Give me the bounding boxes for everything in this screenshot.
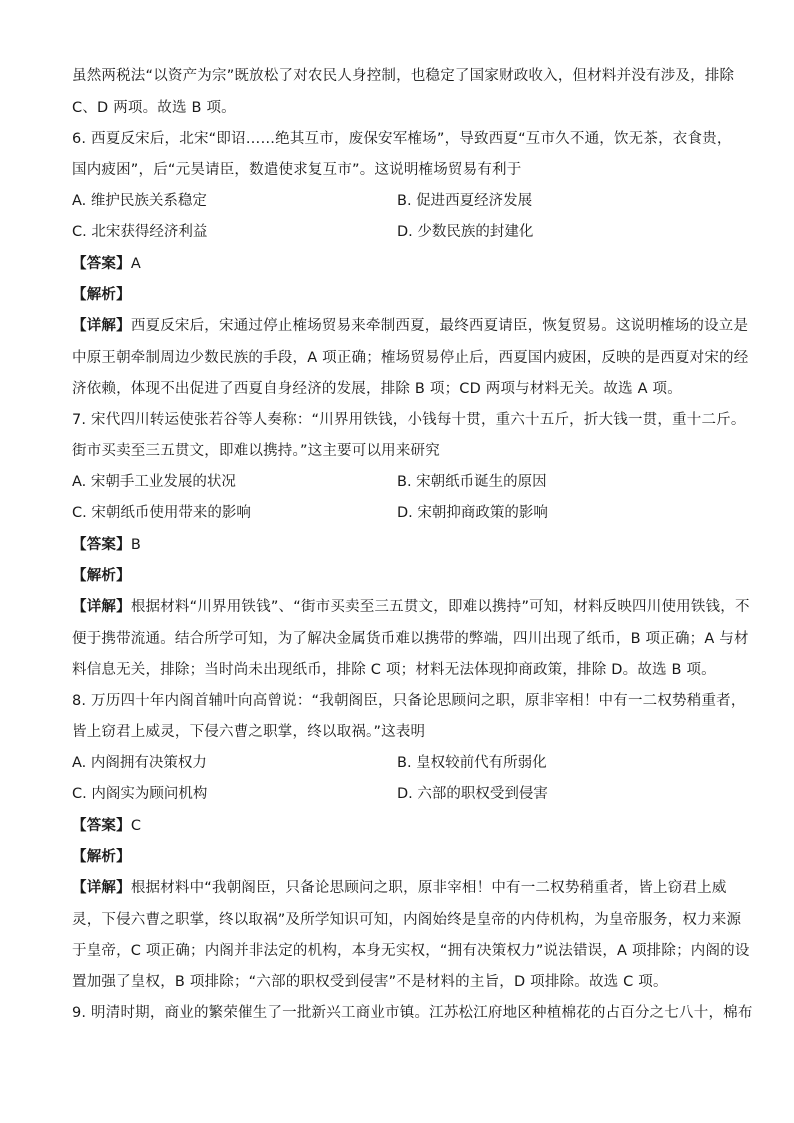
q7-detail-line-1: 【详解】根据材料“川界用铁钱”、“街市买卖至三五贯文，即难以携持”可知，材料反映四川使用铁钱，不 <box>72 599 750 615</box>
q8-stem-line-1: 8. 万历四十年内阁首辅叶向高曾说：“我朝阁臣，只备论思顾问之职，原非宰相！中有一二权势稍重者， <box>72 693 746 709</box>
q6-stem-line-2: 国内疲困”，后“元昊请臣，数遣使求复互市”。这说明榷场贸易有利于 <box>72 162 522 178</box>
q9-stem-line-1: 9. 明清时期，商业的繁荣催生了一批新兴工商业市镇。江苏松江府地区种植棉花的占百分之七八十，棉布 <box>72 1005 753 1021</box>
q8-detail-line-2: 灵，下侵六曹之职掌，终以取祸”及所学知识可知，内阁始终是皇帝的内侍机构，为皇帝服务，权力来源 <box>72 912 742 928</box>
q8-detail-line-4: 置加强了皇权，B 项排除；“六部的职权受到侵害”不是材料的主旨，D 项排除。故选 C 项。 <box>72 974 668 990</box>
q6-analysis-heading: 【解析】 <box>72 287 131 303</box>
q6-option-c: C. 北宋获得经济利益 <box>72 224 208 240</box>
q7-option-b: B. 宋朝纸币诞生的原因 <box>397 474 547 490</box>
q8-option-c: C. 内阁实为顾问机构 <box>72 786 208 802</box>
q7-option-a: A. 宋朝手工业发展的状况 <box>72 474 236 490</box>
q8-detail-line-1: 【详解】根据材料中“我朝阁臣，只备论思顾问之职，原非宰相！中有一二权势稍重者，皆上窃君上威 <box>72 880 727 896</box>
answer-label: 【答案】 <box>72 256 131 272</box>
q5-analysis-line-2: C、D 两项。故选 B 项。 <box>72 100 236 116</box>
q7-answer-value: B <box>130 537 141 553</box>
q6-option-d: D. 少数民族的封建化 <box>397 224 534 240</box>
q7-answer: 【答案】B <box>72 537 141 553</box>
q6-option-b: B. 促进西夏经济发展 <box>397 193 533 209</box>
q6-option-a: A. 维护民族关系稳定 <box>72 193 207 209</box>
q8-detail-line-3: 于皇帝，C 项正确；内阁并非法定的机构，本身无实权，“拥有决策权力”说法错误，A 项排除；内阁的设 <box>72 943 750 959</box>
q8-analysis-heading: 【解析】 <box>72 849 131 865</box>
q7-analysis-heading: 【解析】 <box>72 568 131 584</box>
q6-answer-value: A <box>130 256 141 272</box>
q7-detail-line-2: 便于携带流通。结合所学可知，为了解决金属货币难以携带的弊端，四川出现了纸币，B 项正确；A 与材 <box>72 631 749 647</box>
q8-answer-value: C <box>130 818 142 834</box>
q7-option-c: C. 宋朝纸币使用带来的影响 <box>72 505 251 521</box>
q6-detail-line-1: 【详解】西夏反宋后，宋通过停止榷场贸易来牵制西夏，最终西夏请臣，恢复贸易。这说明榷场的设立是 <box>72 318 749 334</box>
q8-option-b: B. 皇权较前代有所弱化 <box>397 755 547 771</box>
q8-answer: 【答案】C <box>72 818 142 834</box>
detail-label: 【详解】 <box>72 318 131 334</box>
q8-option-d: D. 六部的职权受到侵害 <box>397 786 548 802</box>
q7-detail-line-3: 料信息无关，排除；当时尚未出现纸币，排除 C 项；材料无法体现抑商政策，排除 D。故选 B 项。 <box>72 662 716 678</box>
q6-answer <box>72 254 141 274</box>
q7-stem-line-1: 7. 宋代四川转运使张若谷等人奏称：“川界用铁钱，小钱每十贯，重六十五斤，折大钱一贯，重十二斤。 <box>72 412 746 428</box>
q6-detail-line-2: 中原王朝牵制周边少数民族的手段，A 项正确；榷场贸易停止后，西夏国内疲困，反映的是西夏对宋的经 <box>72 350 749 366</box>
q6-stem-line-1: 6. 西夏反宋后，北宋“即诏……绝其互市，废保安军榷场”，导致西夏“互市久不通，饮无茶，衣食贵， <box>72 131 732 147</box>
q5-analysis-line-1: 虽然两税法“以资产为宗”既放松了对农民人身控制，也稳定了国家财政收入，但材料并没有涉及，排除 <box>72 68 735 84</box>
q8-stem-line-2: 皆上窃君上威灵，下侵六曹之职掌，终以取祸。”这表明 <box>72 724 426 740</box>
q8-option-a: A. 内阁拥有决策权力 <box>72 755 207 771</box>
q7-stem-line-2: 街市买卖至三五贯文，即难以携持。”这主要可以用来研究 <box>72 443 440 459</box>
q6-detail-line-3: 济依赖，体现不出促进了西夏自身经济的发展，排除 B 项；CD 两项与材料无关。故选 A 项。 <box>72 381 682 397</box>
q7-option-d: D. 宋朝抑商政策的影响 <box>397 505 548 521</box>
